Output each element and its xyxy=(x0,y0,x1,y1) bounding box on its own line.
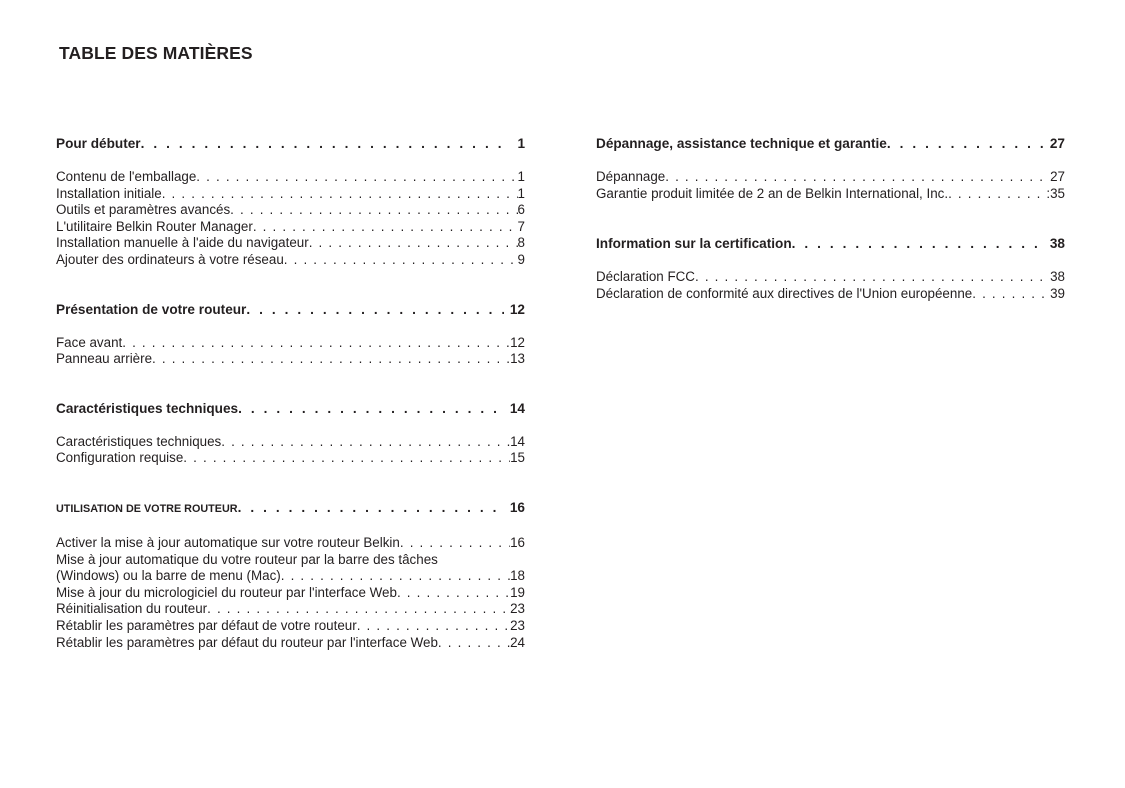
toc-entry-label: Contenu de l'emballage xyxy=(56,169,197,184)
toc-heading-page: 38 xyxy=(1049,236,1065,252)
toc-section-heading[interactable] xyxy=(56,499,525,518)
toc-entry[interactable] xyxy=(596,186,1065,203)
toc-entry[interactable] xyxy=(56,585,525,602)
toc-entry-page: 6 xyxy=(517,202,525,218)
toc-entry-label: Face avant xyxy=(56,334,123,350)
toc-entry-label: Installation manuelle à l'aide du navigateur xyxy=(56,235,309,251)
toc-entry-page: 13 xyxy=(510,351,525,367)
dot-leader xyxy=(309,235,518,252)
toc-heading-page: 16 xyxy=(509,499,525,515)
toc-section-router-overview xyxy=(56,301,525,368)
toc-entry-page: 23 xyxy=(510,601,525,617)
dot-leader xyxy=(238,400,504,417)
toc-entry[interactable] xyxy=(56,434,525,451)
dot-leader xyxy=(207,601,510,618)
toc-entry-page: 16 xyxy=(510,534,525,550)
toc-entry-label: Mise à jour du micrologiciel du routeur par l'interface Web xyxy=(56,584,397,600)
toc-heading-label: Information sur la certification xyxy=(596,236,792,252)
dot-leader xyxy=(162,186,518,203)
toc-entry[interactable] xyxy=(56,186,525,203)
toc-section-specifications xyxy=(56,400,525,467)
toc-entry-page: 19 xyxy=(510,584,525,600)
toc-heading-page: 1 xyxy=(517,136,525,151)
dot-leader xyxy=(948,186,1046,203)
dot-leader xyxy=(221,434,510,451)
toc-entry[interactable] xyxy=(596,269,1065,286)
toc-section-getting-started xyxy=(56,135,525,269)
toc-heading-label: Dépannage, assistance technique et garantie xyxy=(596,136,887,151)
dot-leader xyxy=(284,252,518,269)
toc-section-heading[interactable] xyxy=(56,301,525,318)
toc-entry-label: Rétablir les paramètres par défaut du routeur par l'interface Web xyxy=(56,634,438,650)
toc-section-heading[interactable] xyxy=(56,135,525,152)
toc-entry[interactable] xyxy=(56,202,525,219)
toc-heading-page: 12 xyxy=(509,301,525,317)
toc-section-troubleshooting xyxy=(596,135,1065,202)
toc-entry[interactable] xyxy=(56,335,525,352)
toc-entry-label: Déclaration FCC xyxy=(596,269,695,285)
toc-entry-page: 39 xyxy=(1050,285,1065,301)
toc-entry-page: 15 xyxy=(510,450,525,466)
toc-entry-line[interactable] xyxy=(56,552,525,569)
toc-entry-label: Mise à jour automatique du votre routeur par la barre des tâches xyxy=(56,551,438,567)
toc-section-heading[interactable] xyxy=(596,235,1065,252)
toc-section-heading[interactable] xyxy=(56,400,525,417)
toc-entry-page: 24 xyxy=(510,634,525,650)
toc-entry-label: (Windows) ou la barre de menu (Mac) xyxy=(56,568,281,584)
dot-leader xyxy=(238,499,504,516)
toc-entry-page: 9 xyxy=(517,251,525,267)
toc-entry[interactable] xyxy=(56,535,525,552)
toc-heading-page: 27 xyxy=(1049,136,1065,151)
toc-heading-label: Pour débuter xyxy=(56,136,141,151)
toc-heading-label: Présentation de votre routeur xyxy=(56,301,247,317)
toc-entry[interactable] xyxy=(596,286,1065,303)
dot-leader xyxy=(141,135,512,152)
toc-section-certification xyxy=(596,235,1065,302)
toc-entry-label: Installation initiale xyxy=(56,185,162,201)
toc-entry-label: Rétablir les paramètres par défaut de votre routeur xyxy=(56,617,357,633)
toc-left-column xyxy=(56,135,525,651)
dot-leader xyxy=(183,450,510,467)
dot-leader xyxy=(972,286,1050,303)
toc-heading-label: UTILISATION DE VOTRE ROUTEUR xyxy=(56,502,238,515)
toc-entry-label: L'utilitaire Belkin Router Manager xyxy=(56,218,253,234)
toc-entry-label: Caractéristiques techniques xyxy=(56,433,222,449)
toc-entry[interactable] xyxy=(56,219,525,236)
toc-right-column xyxy=(596,135,1065,302)
toc-section-heading[interactable] xyxy=(596,135,1065,152)
toc-entry-label: Réinitialisation du routeur xyxy=(56,601,208,617)
dot-leader xyxy=(122,335,510,352)
toc-entry-label: Activer la mise à jour automatique sur votre routeur Belkin xyxy=(56,534,400,550)
toc-entry[interactable] xyxy=(56,635,525,652)
toc-entry[interactable] xyxy=(56,601,525,618)
toc-entry-page: 8 xyxy=(517,235,525,251)
toc-entry-page: 12 xyxy=(510,334,525,350)
toc-entry-page: 18 xyxy=(510,568,525,584)
toc-heading-label: Caractéristiques techniques xyxy=(56,400,239,416)
toc-entry-page: 23 xyxy=(510,617,525,633)
page-title: TABLE DES MATIÈRES xyxy=(59,43,253,63)
toc-entry-label: Ajouter des ordinateurs à votre réseau xyxy=(56,251,284,267)
dot-leader xyxy=(281,568,510,585)
dot-leader xyxy=(152,351,510,368)
toc-entry-page: 1 xyxy=(517,169,525,184)
toc-entry-label: Outils et paramètres avancés xyxy=(56,202,231,218)
toc-entry[interactable] xyxy=(56,618,525,635)
toc-section-using-router xyxy=(56,499,525,651)
toc-entry[interactable] xyxy=(56,351,525,368)
dot-leader xyxy=(357,618,510,635)
toc-entry-page: :35 xyxy=(1046,185,1065,201)
dot-leader xyxy=(397,585,510,602)
dot-leader xyxy=(665,169,1050,186)
toc-entry[interactable] xyxy=(56,169,525,186)
dot-leader xyxy=(230,202,517,219)
toc-entry-label: Dépannage xyxy=(596,169,666,184)
toc-entry-label: Configuration requise xyxy=(56,450,184,466)
toc-entry-page: 7 xyxy=(517,218,525,234)
toc-entry-label: Déclaration de conformité aux directives de l'Union européenne xyxy=(596,285,973,301)
dot-leader xyxy=(400,535,510,552)
toc-entry-page: 14 xyxy=(510,433,525,449)
toc-entry[interactable] xyxy=(56,568,525,585)
toc-entry-label: Panneau arrière xyxy=(56,351,153,367)
dot-leader xyxy=(792,235,1044,252)
dot-leader xyxy=(438,635,510,652)
toc-entry[interactable] xyxy=(56,235,525,252)
dot-leader xyxy=(887,135,1044,152)
toc-entry-page: 38 xyxy=(1050,269,1065,285)
dot-leader xyxy=(196,169,517,186)
dot-leader xyxy=(253,219,518,236)
dot-leader xyxy=(246,301,504,318)
toc-entry[interactable] xyxy=(56,450,525,467)
toc-entry-page: 27 xyxy=(1050,169,1065,184)
toc-entry-page: 1 xyxy=(517,185,525,201)
toc-entry[interactable] xyxy=(596,169,1065,186)
dot-leader xyxy=(695,269,1050,286)
toc-entry-label: Garantie produit limitée de 2 an de Belkin International, Inc. xyxy=(596,185,949,201)
toc-heading-page: 14 xyxy=(509,400,525,416)
toc-entry[interactable] xyxy=(56,252,525,269)
